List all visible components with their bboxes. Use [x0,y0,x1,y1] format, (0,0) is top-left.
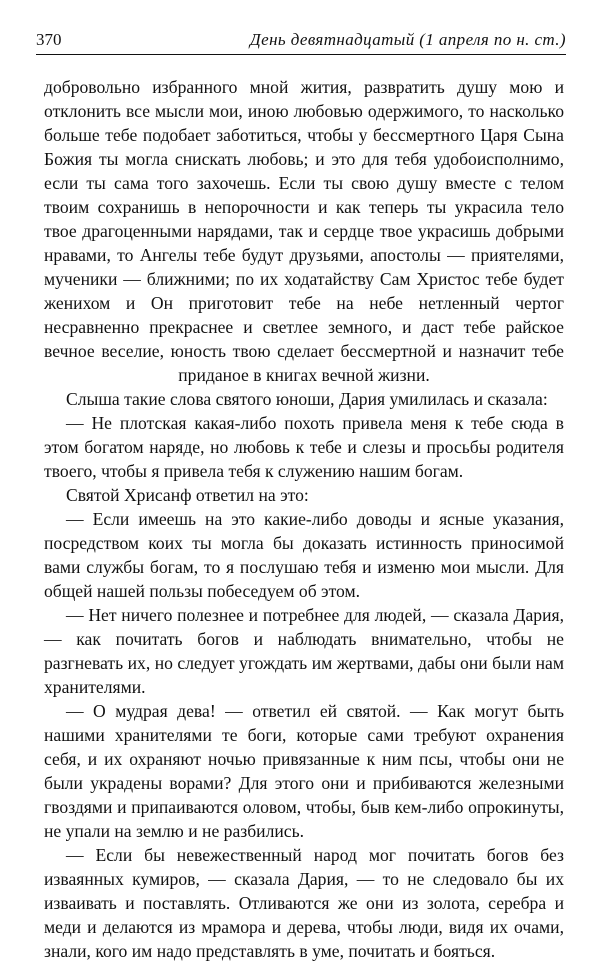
page-header [36,30,566,54]
paragraph: Слыша такие слова святого юноши, Дария умилилась и сказала: [66,389,548,409]
paragraph: — Не плотская какая-либо похоть привела меня к тебе сюда в этом богатом наряде, но любовь к тебе и слезы и просьбы родителя твоего, чтобы я привела тебя к служению нашим богам. [44,413,564,481]
paragraph: добровольно избранного мной жития, развратить душу мою и отклонить все мысли мои, иною любовью одержимого, то насколько больше тебе подобает заботиться, чтобы у бессмертного Царя Сына Божия ты могла снискать любовь; и это для тебя удобоисполнимо, если ты сама того захочешь. Если ты свою душу вместе с телом твоим сохранишь в непорочности и как теперь ты украсила тело твое драгоценными нарядами, так и сердце твое украсишь добрыми нравами, то Ангелы тебе будут друзьями, апостолы — приятелями, мученики — ближними; по их ходатайству Сам Христос тебе будет женихом и Он приготовит тебе на небе нетленный чертог несравненно прекраснее и светлее земного, и даст тебе райское вечное веселие, юность твою сделает бессмертной и назначит тебе приданое в книгах вечной жизни. [44,77,564,385]
body-text [44,75,564,963]
page-number: 370 [36,30,62,49]
paragraph: — Если бы невежественный народ мог почитать богов без изваянных кумиров, — сказала Дария, — то не следовало бы их изваивать и поставлять. Отливаются же они из золота, серебра и меди и делаются из мрамора и дерева, чтобы люди, видя их очами, знали, кого им надо представлять в уме, почитать и бояться. [44,845,564,961]
paragraph: — О мудрая дева! — ответил ей святой. — Как могут быть нашими хранителями те боги, которые сами требуют охранения себя, и их охраняют ночью привязанные к ним псы, чтобы они не были украдены ворами? Для этого они и прибиваются железными гвоздями и припаиваются оловом, чтобы, быв кем-либо опрокинуты, не упали на землю и не разбились. [44,701,564,841]
paragraph: — Если имеешь на это какие-либо доводы и ясные указания, посредством коих ты могла бы доказать истинность приносимой вами службы богам, то я послушаю тебя и изменю мои мысли. Для общей нашей пользы побеседуем об этом. [44,509,564,601]
paragraph: — Нет ничего полезнее и потребнее для людей, — сказала Дария, — как почитать богов и наблюдать внимательно, чтобы не разгневать их, но следует угождать им жертвами, дабы они были нам хранителями. [44,605,564,697]
paragraph: Святой Хрисанф ответил на это: [66,485,309,505]
running-title: День девятнадцатый (1 апреля по н. ст.) [249,30,566,49]
header-rule [36,54,566,55]
